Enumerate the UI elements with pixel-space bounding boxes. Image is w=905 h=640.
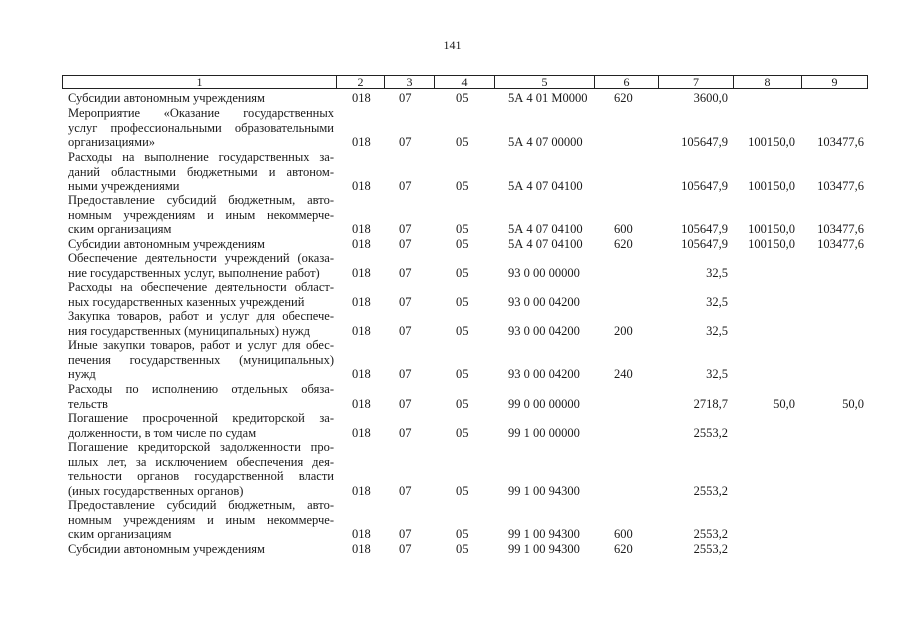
amount-following: 103477,6 xyxy=(817,135,864,149)
target-article-code: 5А 4 07 04100 xyxy=(508,237,583,251)
row-description xyxy=(68,237,334,252)
amount-current: 2553,2 xyxy=(693,542,728,556)
target-article-code: 99 1 00 94300 xyxy=(508,542,580,556)
subsection-code: 05 xyxy=(456,237,469,251)
description-line: нужд xyxy=(68,367,96,381)
row-description xyxy=(68,193,334,237)
row-description xyxy=(68,498,334,542)
description-line: (иных государственных органов) xyxy=(68,483,244,498)
row-description xyxy=(68,150,334,194)
subsection-code: 05 xyxy=(456,396,469,411)
target-article-code: 99 1 00 00000 xyxy=(508,425,580,440)
amount-next: 100150,0 xyxy=(748,222,795,236)
amount-next: 100150,0 xyxy=(748,179,795,193)
column-header-7: 7 xyxy=(658,76,733,88)
description-line: долженности, в том числе по судам xyxy=(68,425,257,440)
description-line: ским организациям xyxy=(68,222,172,236)
column-header-1: 1 xyxy=(196,75,203,89)
target-article-code: 5А 4 07 04100 xyxy=(508,179,583,193)
description-line: Мероприятие «Оказание государственных xyxy=(68,106,334,120)
amount-current: 2718,7 xyxy=(693,396,728,411)
table-header xyxy=(62,75,868,89)
section-code: 07 xyxy=(399,222,412,236)
amount-current: 32,5 xyxy=(706,265,728,280)
section-code: 07 xyxy=(399,323,412,338)
amount-current: 105647,9 xyxy=(681,135,728,149)
target-article-code: 5А 4 07 04100 xyxy=(508,222,583,236)
target-article-code: 93 0 00 04200 xyxy=(508,367,580,381)
row-description xyxy=(68,440,334,498)
description-line: ским организациям xyxy=(68,527,172,541)
expense-type-code: 620 xyxy=(614,542,633,556)
column-header-6: 6 xyxy=(594,76,658,88)
description-line: ние государственных услуг, выполнение работ) xyxy=(68,265,320,280)
chapter-code: 018 xyxy=(352,396,371,411)
description-line: услуг профессиональными образовательными xyxy=(68,120,334,135)
amount-next: 100150,0 xyxy=(748,237,795,251)
chapter-code: 018 xyxy=(352,265,371,280)
amount-current: 2553,2 xyxy=(693,527,728,541)
description-line: ния государственных (муниципальных) нужд xyxy=(68,323,310,338)
amount-following: 103477,6 xyxy=(817,222,864,236)
target-article-code: 5А 4 01 М0000 xyxy=(508,91,588,105)
description-line: даний областными бюджетными и автоном- xyxy=(68,164,334,179)
section-code: 07 xyxy=(399,425,412,440)
amount-current: 32,5 xyxy=(706,294,728,309)
description-line: тельств xyxy=(68,396,108,411)
chapter-code: 018 xyxy=(352,542,371,556)
description-line: Обеспечение деятельности учреждений (оказа- xyxy=(68,251,334,265)
target-article-code: 93 0 00 04200 xyxy=(508,323,580,338)
amount-current: 2553,2 xyxy=(693,483,728,498)
amount-following: 50,0 xyxy=(842,396,864,411)
chapter-code: 018 xyxy=(352,367,371,381)
description-line: Субсидии автономным учреждениям xyxy=(68,237,265,251)
row-description xyxy=(68,251,334,280)
description-line: Субсидии автономным учреждениям xyxy=(68,542,265,556)
expense-type-code: 620 xyxy=(614,91,633,105)
amount-current: 105647,9 xyxy=(681,179,728,193)
row-description xyxy=(68,106,334,150)
subsection-code: 05 xyxy=(456,367,469,381)
expense-type-code: 600 xyxy=(614,222,633,236)
row-description xyxy=(68,542,334,557)
section-code: 07 xyxy=(399,91,412,105)
target-article-code: 99 0 00 00000 xyxy=(508,396,580,411)
description-line: Расходы на обеспечение деятельности област- xyxy=(68,280,334,294)
expense-type-code: 600 xyxy=(614,527,633,541)
section-code: 07 xyxy=(399,179,412,193)
column-header-2: 2 xyxy=(336,76,384,88)
chapter-code: 018 xyxy=(352,135,371,149)
description-line: номным учреждениям и иным некоммерче- xyxy=(68,207,334,222)
amount-current: 32,5 xyxy=(706,323,728,338)
row-description xyxy=(68,280,334,309)
subsection-code: 05 xyxy=(456,135,469,149)
amount-current: 32,5 xyxy=(706,367,728,381)
section-code: 07 xyxy=(399,527,412,541)
section-code: 07 xyxy=(399,542,412,556)
description-line: организациями» xyxy=(68,135,156,149)
subsection-code: 05 xyxy=(456,265,469,280)
chapter-code: 018 xyxy=(352,483,371,498)
subsection-code: 05 xyxy=(456,294,469,309)
column-header-8: 8 xyxy=(733,76,801,88)
chapter-code: 018 xyxy=(352,179,371,193)
amount-current: 3600,0 xyxy=(693,91,728,105)
expense-type-code: 200 xyxy=(614,323,633,338)
section-code: 07 xyxy=(399,294,412,309)
description-line: Расходы по исполнению отдельных обяза- xyxy=(68,382,334,396)
target-article-code: 93 0 00 04200 xyxy=(508,294,580,309)
target-article-code: 99 1 00 94300 xyxy=(508,527,580,541)
amount-next: 50,0 xyxy=(773,396,795,411)
description-line: шлых лет, за исключением обеспечения дея- xyxy=(68,454,334,469)
amount-following: 103477,6 xyxy=(817,179,864,193)
description-line: номным учреждениям и иным некоммерче- xyxy=(68,512,334,527)
description-line: Расходы на выполнение государственных за- xyxy=(68,150,334,164)
chapter-code: 018 xyxy=(352,323,371,338)
chapter-code: 018 xyxy=(352,91,371,105)
subsection-code: 05 xyxy=(456,222,469,236)
row-description xyxy=(68,411,334,440)
description-line: Субсидии автономным учреждениям xyxy=(68,91,265,105)
description-line: Предоставление субсидий бюджетным, авто- xyxy=(68,193,334,207)
description-line: Закупка товаров, работ и услуг для обеспече- xyxy=(68,309,334,323)
expense-type-code: 620 xyxy=(614,237,633,251)
section-code: 07 xyxy=(399,396,412,411)
row-description xyxy=(68,338,334,382)
description-line: Предоставление субсидий бюджетным, авто- xyxy=(68,498,334,512)
amount-current: 105647,9 xyxy=(681,237,728,251)
column-header-3: 3 xyxy=(384,76,434,88)
target-article-code: 93 0 00 00000 xyxy=(508,265,580,280)
section-code: 07 xyxy=(399,367,412,381)
subsection-code: 05 xyxy=(456,179,469,193)
section-code: 07 xyxy=(399,483,412,498)
row-description xyxy=(68,91,334,106)
amount-next: 100150,0 xyxy=(748,135,795,149)
target-article-code: 99 1 00 94300 xyxy=(508,483,580,498)
subsection-code: 05 xyxy=(456,91,469,105)
chapter-code: 018 xyxy=(352,294,371,309)
page-number: 141 xyxy=(443,38,462,52)
subsection-code: 05 xyxy=(456,542,469,556)
expense-type-code: 240 xyxy=(614,367,633,381)
chapter-code: 018 xyxy=(352,425,371,440)
section-code: 07 xyxy=(399,237,412,251)
amount-current: 2553,2 xyxy=(693,425,728,440)
chapter-code: 018 xyxy=(352,237,371,251)
chapter-code: 018 xyxy=(352,527,371,541)
amount-current: 105647,9 xyxy=(681,222,728,236)
column-header-5: 5 xyxy=(494,76,594,88)
subsection-code: 05 xyxy=(456,323,469,338)
amount-following: 103477,6 xyxy=(817,237,864,251)
description-line: Погашение кредиторской задолженности про- xyxy=(68,440,334,454)
subsection-code: 05 xyxy=(456,527,469,541)
subsection-code: 05 xyxy=(456,425,469,440)
description-line: Иные закупки товаров, работ и услуг для обес- xyxy=(68,338,334,352)
description-line: ных государственных казенных учреждений xyxy=(68,294,305,309)
description-line: печения государственных (муниципальных) xyxy=(68,352,334,367)
row-description xyxy=(68,382,334,411)
section-code: 07 xyxy=(399,135,412,149)
chapter-code: 018 xyxy=(352,222,371,236)
description-line: Погашение просроченной кредиторской за- xyxy=(68,411,334,425)
subsection-code: 05 xyxy=(456,483,469,498)
column-header-9: 9 xyxy=(801,76,867,88)
target-article-code: 5А 4 07 00000 xyxy=(508,135,583,149)
row-description xyxy=(68,309,334,338)
description-line: ными учреждениями xyxy=(68,179,180,193)
column-header-4: 4 xyxy=(434,76,494,88)
description-line: тельности органов государственной власти xyxy=(68,469,334,483)
section-code: 07 xyxy=(399,265,412,280)
